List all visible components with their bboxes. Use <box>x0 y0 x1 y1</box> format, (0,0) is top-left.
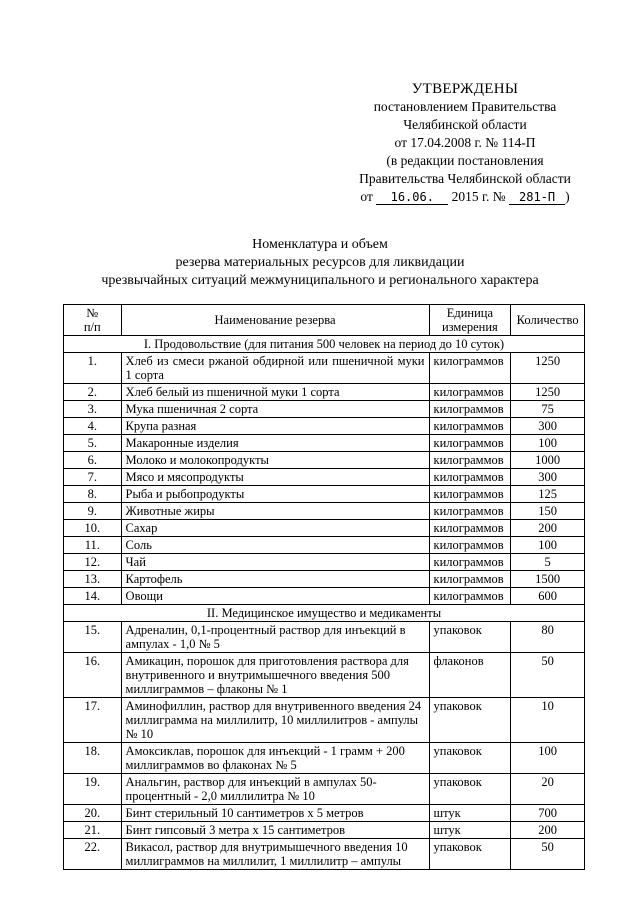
row-number: 20. <box>64 805 122 822</box>
section-row <box>64 605 585 622</box>
number-sign: № <box>492 189 506 204</box>
header-num <box>64 305 122 336</box>
row-number: 21. <box>64 822 122 839</box>
approval-line: Правительства Челябинской области <box>359 171 571 186</box>
row-name: Викасол, раствор для внутримышечного введения 10 миллиграммов на миллилит, 1 миллилитр – ампулы <box>121 839 429 870</box>
table-row <box>64 384 585 401</box>
table-row <box>64 774 585 805</box>
row-unit: килограммов <box>429 452 511 469</box>
header-num-line: п/п <box>83 320 101 334</box>
row-quantity: 50 <box>511 653 585 698</box>
row-unit: килограммов <box>429 469 511 486</box>
table-row <box>64 805 585 822</box>
row-unit: килограммов <box>429 353 511 384</box>
row-quantity: 100 <box>511 537 585 554</box>
row-number: 22. <box>64 839 122 870</box>
approval-line: постановлением Правительства <box>373 99 557 114</box>
row-quantity: 125 <box>511 486 585 503</box>
table-row <box>64 537 585 554</box>
row-name: Картофель <box>121 571 429 588</box>
row-quantity: 150 <box>511 503 585 520</box>
row-unit: килограммов <box>429 588 511 605</box>
row-unit: килограммов <box>429 435 511 452</box>
row-unit: килограммов <box>429 503 511 520</box>
row-name: Соль <box>121 537 429 554</box>
row-name: Животные жиры <box>121 503 429 520</box>
row-quantity: 200 <box>511 822 585 839</box>
row-name: Анальгин, раствор для инъекций в ампулах 50-процентный - 2,0 миллилитра № 10 <box>121 774 429 805</box>
row-unit: килограммов <box>429 401 511 418</box>
row-number: 15. <box>64 622 122 653</box>
title-line: Номенклатура и объем <box>252 237 388 252</box>
row-number: 4. <box>64 418 122 435</box>
header-num-line: № <box>86 306 99 320</box>
row-quantity: 100 <box>511 435 585 452</box>
approval-date: 16.06. <box>376 190 448 205</box>
row-number: 18. <box>64 743 122 774</box>
row-number: 16. <box>64 653 122 698</box>
row-name: Мука пшеничная 2 сорта <box>121 401 429 418</box>
row-name: Мясо и мясопродукты <box>121 469 429 486</box>
header-qty: Количество <box>511 305 585 336</box>
row-name: Макаронные изделия <box>121 435 429 452</box>
approval-number: 281-П <box>509 190 565 205</box>
row-unit: килограммов <box>429 384 511 401</box>
row-name: Аминофиллин, раствор для внутривенного введения 24 миллиграмма на миллилитр, 10 миллилитров - ампулы № 10 <box>121 698 429 743</box>
row-quantity: 1250 <box>511 384 585 401</box>
section-title: II. Медицинское имущество и медикаменты <box>64 605 585 622</box>
row-name: Бинт гипсовый 3 метра х 15 сантиметров <box>121 822 429 839</box>
row-quantity: 75 <box>511 401 585 418</box>
table-row <box>64 418 585 435</box>
reserve-table <box>63 304 585 870</box>
row-name: Сахар <box>121 520 429 537</box>
row-unit: штук <box>429 805 511 822</box>
row-number: 1. <box>64 353 122 384</box>
row-name: Овощи <box>121 588 429 605</box>
table-row <box>64 622 585 653</box>
row-number: 6. <box>64 452 122 469</box>
row-name: Бинт стерильный 10 сантиметров х 5 метров <box>121 805 429 822</box>
row-name: Чай <box>121 554 429 571</box>
approval-heading: УТВЕРЖДЕНЫ <box>411 81 519 97</box>
table-row <box>64 822 585 839</box>
row-quantity: 20 <box>511 774 585 805</box>
table-header-row <box>64 305 585 336</box>
row-name: Крупа разная <box>121 418 429 435</box>
row-unit: килограммов <box>429 418 511 435</box>
row-number: 13. <box>64 571 122 588</box>
title-line: резерва материальных ресурсов для ликвидации <box>175 255 465 270</box>
row-unit: упаковок <box>429 839 511 870</box>
row-quantity: 300 <box>511 418 585 435</box>
row-quantity: 600 <box>511 588 585 605</box>
close-paren: ) <box>565 189 570 204</box>
row-number: 3. <box>64 401 122 418</box>
row-number: 2. <box>64 384 122 401</box>
section-row <box>64 336 585 353</box>
row-quantity: 200 <box>511 520 585 537</box>
row-quantity: 700 <box>511 805 585 822</box>
approval-line: (в редакции постановления <box>386 153 544 168</box>
row-quantity: 1500 <box>511 571 585 588</box>
table-row <box>64 503 585 520</box>
row-quantity: 80 <box>511 622 585 653</box>
row-unit: килограммов <box>429 571 511 588</box>
row-name: Хлеб из смеси ржаной обдирной или пшеничной муки 1 сорта <box>121 353 429 384</box>
row-name: Амикацин, порошок для приготовления раствора для внутривенного и внутримышечного введения 500 миллиграммов – флаконы № 1 <box>121 653 429 698</box>
document-title <box>60 236 580 290</box>
table-row <box>64 401 585 418</box>
title-line: чрезвычайных ситуаций межмуниципального и регионального характера <box>101 273 539 288</box>
table-row <box>64 571 585 588</box>
row-number: 7. <box>64 469 122 486</box>
row-quantity: 300 <box>511 469 585 486</box>
row-name: Хлеб белый из пшеничной муки 1 сорта <box>121 384 429 401</box>
header-unit-line: измерения <box>441 320 498 334</box>
header-unit <box>429 305 511 336</box>
table-row <box>64 469 585 486</box>
row-quantity: 50 <box>511 839 585 870</box>
table-row <box>64 520 585 537</box>
approval-line: Челябинской области <box>403 117 527 132</box>
row-quantity: 1000 <box>511 452 585 469</box>
row-number: 17. <box>64 698 122 743</box>
row-quantity: 100 <box>511 743 585 774</box>
row-number: 9. <box>64 503 122 520</box>
row-quantity: 10 <box>511 698 585 743</box>
table-row <box>64 486 585 503</box>
table-row <box>64 435 585 452</box>
table-row <box>64 353 585 384</box>
row-unit: штук <box>429 822 511 839</box>
row-unit: флаконов <box>429 653 511 698</box>
table-row <box>64 653 585 698</box>
row-unit: упаковок <box>429 774 511 805</box>
from-label: от <box>360 189 373 204</box>
row-unit: упаковок <box>429 698 511 743</box>
row-unit: упаковок <box>429 622 511 653</box>
row-quantity: 5 <box>511 554 585 571</box>
row-number: 11. <box>64 537 122 554</box>
row-name: Адреналин, 0,1-процентный раствор для инъекций в ампулах - 1,0 № 5 <box>121 622 429 653</box>
table-row <box>64 588 585 605</box>
row-name: Амоксиклав, порошок для инъекций - 1 грамм + 200 миллиграммов во флаконах № 5 <box>121 743 429 774</box>
row-unit: килограммов <box>429 520 511 537</box>
row-unit: килограммов <box>429 554 511 571</box>
section-title: I. Продовольствие (для питания 500 человек на период до 10 суток) <box>64 336 585 353</box>
approval-date-line <box>300 188 630 206</box>
row-number: 8. <box>64 486 122 503</box>
header-name: Наименование резерва <box>121 305 429 336</box>
row-name: Молоко и молокопродукты <box>121 452 429 469</box>
row-number: 19. <box>64 774 122 805</box>
approval-year: 2015 г. <box>451 189 490 204</box>
row-number: 10. <box>64 520 122 537</box>
table-row <box>64 452 585 469</box>
row-number: 12. <box>64 554 122 571</box>
table-row <box>64 743 585 774</box>
row-number: 5. <box>64 435 122 452</box>
row-number: 14. <box>64 588 122 605</box>
table-row <box>64 839 585 870</box>
header-unit-line: Единица <box>446 306 494 320</box>
approval-block <box>300 80 630 206</box>
row-unit: килограммов <box>429 537 511 554</box>
row-unit: упаковок <box>429 743 511 774</box>
table-row <box>64 554 585 571</box>
row-unit: килограммов <box>429 486 511 503</box>
row-quantity: 1250 <box>511 353 585 384</box>
approval-line: от 17.04.2008 г. № 114-П <box>394 135 536 150</box>
row-name: Рыба и рыбопродукты <box>121 486 429 503</box>
table-row <box>64 698 585 743</box>
